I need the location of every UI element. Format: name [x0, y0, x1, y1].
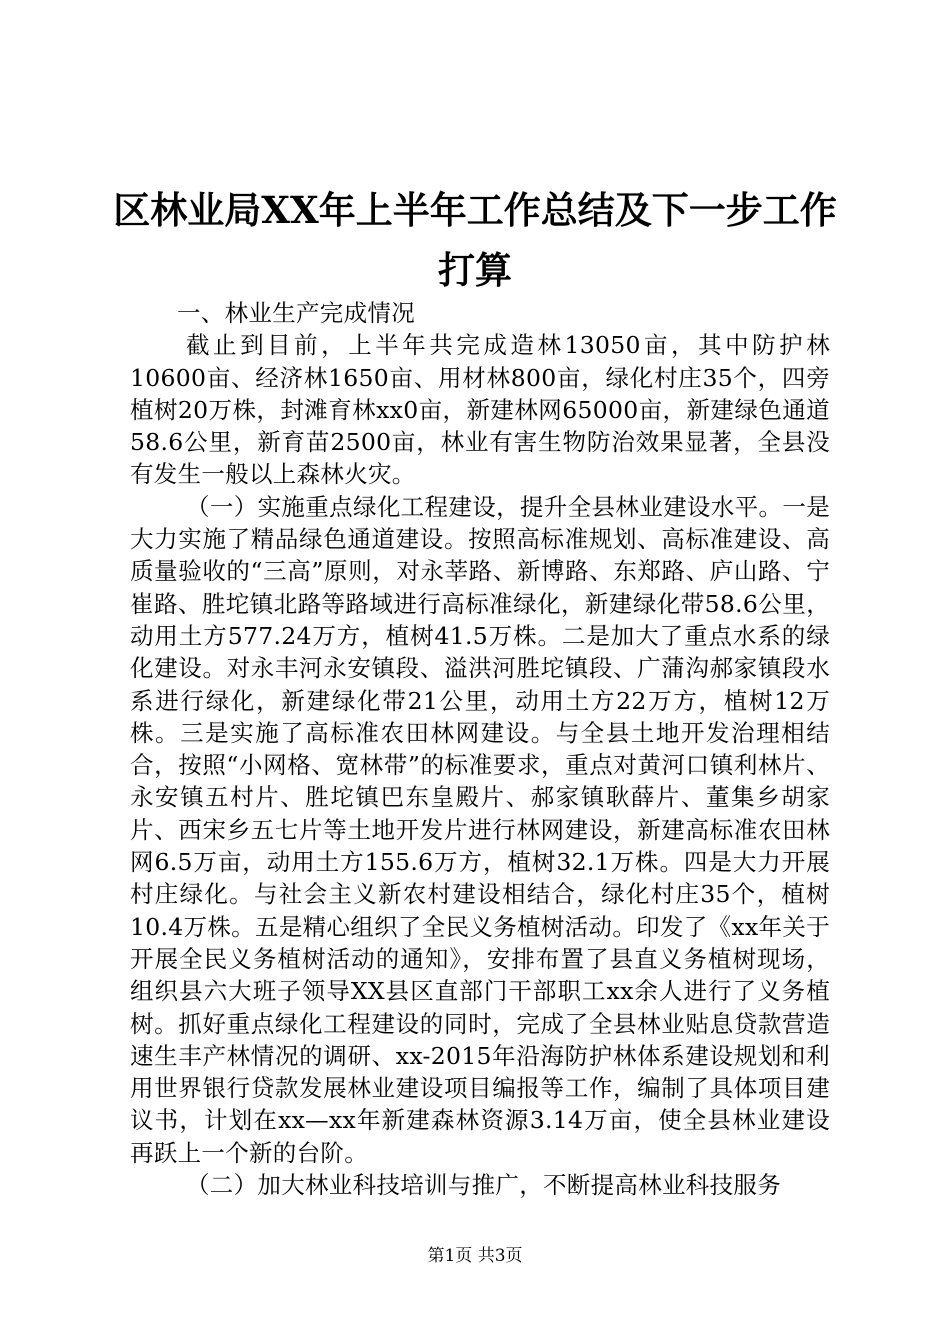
- paragraph-greening-projects: （一）实施重点绿化工程建设，提升全县林业建设水平。一是大力实施了精品绿色通道建设。按照高标准规划、高标准建设、高质量验收的“三高”原则，对永莘路、新博路、东郑路、庐山路、宁崔路、胜坨镇北路等路域进行高标准绿化，新建绿化带58.6公里，动用土方577.24万方，植树41.5万株。二是加大了重点水系的绿化建设。对永丰河永安镇段、溢洪河胜坨镇段、广蒲沟郝家镇段水系进行绿化，新建绿化带21公里，动用土方22万方，植树12万株。三是实施了高标准农田林网建设。与全县土地开发治理相结合，按照“小网格、宽林带”的标准要求，重点对黄河口镇利林片、永安镇五村片、胜坨镇巴东皇殿片、郝家镇耿薛片、董集乡胡家片、西宋乡五七片等土地开发片进行林网建设，新建高标准农田林网6.5万亩，动用土方155.6万方，植树32.1万株。四是大力开展村庄绿化。与社会主义新农村建设相结合，绿化村庄35个，植树10.4万株。五是精心组织了全民义务植树活动。印发了《xx年关于开展全民义务植树活动的通知》，安排布置了县直义务植树现场，组织县六大班子领导XX县区直部门干部职工xx余人进行了义务植树。抓好重点绿化工程建设的同时，完成了全县林业贴息贷款营造速生丰产林情况的调研、xx-2015年沿海防护林体系建设规划和利用世界银行贷款发展林业建设项目编报等工作，编制了具体项目建议书，计划在xx—xx年新建森林资源3.14万亩，使全县林业建设再跃上一个新的台阶。: [130, 492, 830, 1167]
- document-title: 区林业局XX年上半年工作总结及下一步工作打算: [113, 188, 837, 292]
- section-heading: 一、林业生产完成情况: [177, 299, 415, 327]
- document-body: [130, 297, 830, 1201]
- paragraph-summary: 截止到目前，上半年共完成造林13050亩，其中防护林10600亩、经济林1650亩、用材林800亩，绿化村庄35个，四旁植树20万株，封滩育林xx0亩，新建林网65000亩，新建绿色通道58.6公里，新育苗2500亩，林业有害生物防治效果显著，全县没有发生一般以上森林火灾。: [130, 331, 830, 489]
- paragraph-tech-training: （二）加大林业科技培训与推广，不断提高林业科技服务: [186, 1171, 781, 1200]
- page-number-footer: 第1页 共3页: [427, 1246, 523, 1266]
